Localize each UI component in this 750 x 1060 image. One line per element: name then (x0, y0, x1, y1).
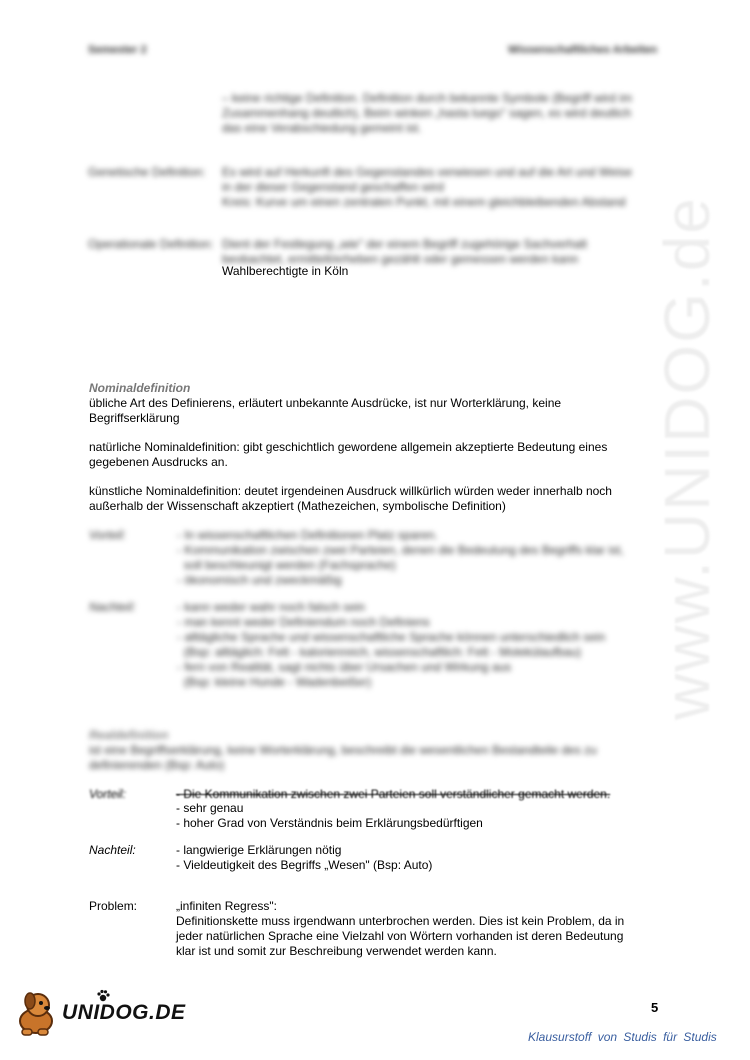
nominal-p3-1: außerhalb der Wissenschaft akzeptiert (Mathezeichen, symbolische Definition) (89, 499, 506, 513)
nominal-vorteil-label: Vorteil: (89, 528, 126, 542)
nominal-vorteil-3: - ökonomisch und zweckmäßig (177, 573, 342, 587)
nominal-nachteil-5: (Bsp: kleine Hunde - Wadenbeißer) (177, 675, 372, 689)
operational-label: Operationale Definition: (88, 237, 214, 251)
header-left: Semester 2 (88, 44, 147, 56)
problem-line-1: Definitionskette muss irgendwann unterbrochen werden. Dies ist kein Problem, da in (176, 914, 625, 928)
operational-example: Wahlberechtigte in Köln (222, 264, 349, 278)
nominal-p1-0: übliche Art des Definierens, erläutert unbekannte Ausdrücke, ist nur Worterklärung, keine (89, 396, 562, 410)
unidog-logo[interactable] (10, 985, 186, 1045)
top-line-1: Zusammenhang deutlich), Beim winken „hasta luego" sagen, es wird deutlich (222, 106, 632, 120)
genetic-line-2: Kreis: Kurve um einen zentralen Punkt, mit einem gleichbleibenden Abstand (222, 195, 626, 209)
nominal-heading: Nominaldefinition (89, 381, 191, 395)
real-nachteil-0: - langwierige Erklärungen nötig (176, 843, 342, 857)
nominal-nachteil-2: - alltägliche Sprache und wissenschaftliche Sprache können unterschiedlich sein (177, 630, 606, 644)
nominal-p2-1: gegebenen Ausdrucks an. (89, 455, 228, 469)
real-nachteil-1: - Vieldeutigkeit des Begriffs „Wesen" (Bsp: Auto) (176, 858, 433, 872)
real-heading: Realdefinition (89, 728, 169, 742)
real-p-0: ist eine Begriffserklärung, keine Worterklärung, beschreibt die wesentlichen Bestandteile des zu (89, 743, 597, 757)
genetic-line-0: Es wird auf Herkunft des Gegenstandes verwiesen und auf die Art und Weise (222, 165, 633, 179)
nominal-nachteil-3: (Bsp: alltäglich: Fett - kalorienreich, wissenschaftlich: Fett - Molekülaufbau) (177, 645, 582, 659)
nominal-p1-1: Begriffserklärung (89, 411, 180, 425)
top-line-0: – keine richtige Definition. Definition durch bekannte Symbole (Begriff wird im (222, 91, 632, 105)
dog-icon (10, 987, 62, 1039)
genetic-label: Genetische Definition: (88, 165, 206, 179)
problem-line-0: „infiniten Regress": (176, 899, 277, 913)
logo-text: UNIDOG.DE (62, 1001, 186, 1024)
top-line-2: das eine Verabschiedung gemeint ist. (222, 121, 422, 135)
problem-line-2: jeder natürlichen Sprache eine Vielzahl von Wörtern vorhanden ist deren Bedeutung (176, 929, 624, 943)
operational-line-0: Dient der Festlegung „wie" der einem Begriff zugehörige Sachverhalt (222, 237, 587, 251)
nominal-nachteil-1: - man kennt weder Definiendum noch Definiens (177, 615, 430, 629)
genetic-line-1: in der dieser Gegenstand geschaffen wird (222, 180, 444, 194)
problem-label: Problem: (89, 899, 138, 913)
operational-line-1: beobachtet, ermittelt/erheben gezählt oder gemessen werden kann (222, 252, 579, 266)
page-number: 5 (651, 1000, 659, 1015)
watermark: www.UNIDOG.de (651, 196, 723, 720)
problem-line-3: klar ist und somit zur Beschreibung verwendet werden kann. (176, 944, 497, 958)
nominal-nachteil-4: - fern von Realität, sagt nichts über Ursachen und Wirkung aus (177, 660, 512, 674)
nominal-vorteil-1: - Kommunikation zwischen zwei Parteien, denen die Bedeutung des Begriffs klar ist, (177, 543, 624, 557)
nominal-vorteil-2: soll beschleunigt werden (Fachsprache) (177, 558, 396, 572)
real-vorteil-label: Vorteil: (89, 787, 126, 801)
nominal-nachteil-label: Nachteil: (89, 600, 136, 614)
real-p-1: definierenden (Bsp: Auto) (89, 758, 225, 772)
nominal-p2-0: natürliche Nominaldefinition: gibt geschichtlich gewordene allgemein akzeptierte Bedeutung eines (89, 440, 608, 454)
header-right: Wissenschaftliches Arbeiten (508, 44, 658, 56)
real-nachteil-label: Nachteil: (89, 843, 136, 857)
nominal-nachteil-0: - kann weder wahr noch falsch sein (177, 600, 366, 614)
real-vorteil-0: - Die Kommunikation zwischen zwei Parteien soll verständlicher gemacht werden. (176, 787, 611, 801)
real-vorteil-1: - sehr genau (176, 801, 244, 815)
nominal-vorteil-0: - In wissenschaftlichen Definitionen Platz sparen. (177, 528, 438, 542)
nominal-p3-0: künstliche Nominaldefinition: deutet irgendeinen Ausdruck willkürlich würden weder innerhalb noch (89, 484, 612, 498)
real-vorteil-2: - hoher Grad von Verständnis beim Erklärungsbedürftigen (176, 816, 483, 830)
footer-tagline: Klausurstoff von Studis für Studis (528, 1030, 717, 1044)
